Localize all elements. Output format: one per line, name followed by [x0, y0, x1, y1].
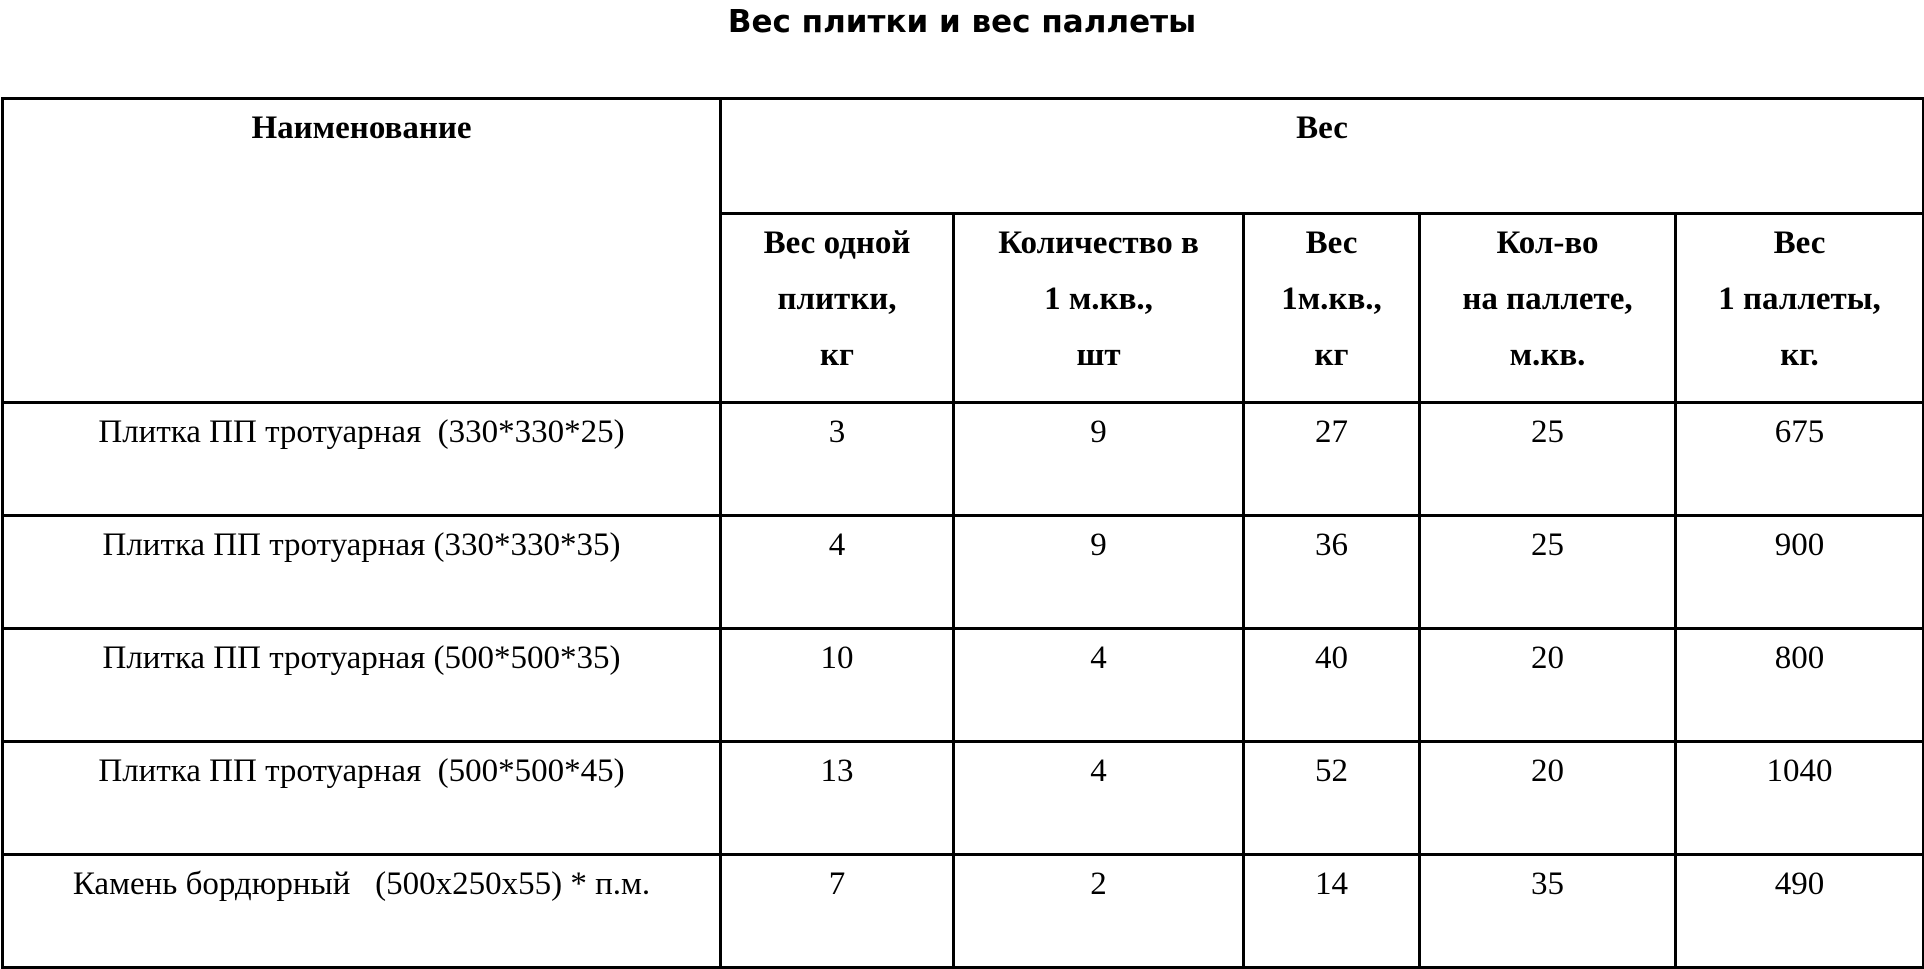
sqm-weight-cell: 14 — [1244, 855, 1420, 968]
tile-weight-header — [721, 214, 954, 403]
header-line: 1 паллеты, — [1718, 281, 1881, 317]
header-line: Вес — [1305, 225, 1358, 261]
header-line: плитки, — [777, 281, 897, 317]
sqm-weight-cell: 36 — [1244, 516, 1420, 629]
header-line: Количество в — [998, 225, 1199, 261]
sqm-weight-cell: 52 — [1244, 742, 1420, 855]
count-per-sqm-cell: 9 — [954, 516, 1244, 629]
tile-weight-cell: 13 — [721, 742, 954, 855]
sqm-weight-header — [1244, 214, 1420, 403]
tile-weight-cell: 4 — [721, 516, 954, 629]
tile-weight-cell: 10 — [721, 629, 954, 742]
header-line: 1м.кв., — [1281, 281, 1382, 317]
tile-weight-cell: 3 — [721, 403, 954, 516]
product-name-cell: Плитка ПП тротуарная (330*330*25) — [3, 403, 721, 516]
header-line: м.кв. — [1509, 337, 1586, 373]
pallet-weight-header — [1676, 214, 1924, 403]
count-per-sqm-cell: 4 — [954, 742, 1244, 855]
sqm-weight-cell: 40 — [1244, 629, 1420, 742]
tile-weight-cell: 7 — [721, 855, 954, 968]
count-per-sqm-cell: 9 — [954, 403, 1244, 516]
table-row — [3, 629, 1924, 742]
pallet-weight-cell: 675 — [1676, 403, 1924, 516]
table-row — [3, 516, 1924, 629]
count-per-sqm-cell: 2 — [954, 855, 1244, 968]
header-line: шт — [1076, 337, 1121, 373]
sqm-per-pallet-cell: 35 — [1420, 855, 1676, 968]
count-per-sqm-header — [954, 214, 1244, 403]
pallet-weight-cell: 800 — [1676, 629, 1924, 742]
header-line: кг. — [1780, 337, 1819, 373]
weight-group-header: Вес — [721, 99, 1924, 214]
sqm-per-pallet-cell: 20 — [1420, 629, 1676, 742]
table-row — [3, 403, 1924, 516]
sqm-weight-cell: 27 — [1244, 403, 1420, 516]
header-line: Вес — [1773, 225, 1826, 261]
header-line: Вес одной — [763, 225, 911, 261]
header-row-group — [3, 99, 1924, 214]
sqm-per-pallet-cell: 25 — [1420, 403, 1676, 516]
pallet-weight-cell: 900 — [1676, 516, 1924, 629]
sqm-per-pallet-cell: 25 — [1420, 516, 1676, 629]
product-name-cell: Плитка ПП тротуарная (500*500*35) — [3, 629, 721, 742]
sqm-per-pallet-header — [1420, 214, 1676, 403]
header-line: кг — [820, 337, 854, 373]
pallet-weight-cell: 490 — [1676, 855, 1924, 968]
sqm-per-pallet-cell: 20 — [1420, 742, 1676, 855]
weights-table — [1, 97, 1924, 969]
header-line: на паллете, — [1462, 281, 1633, 317]
pallet-weight-cell: 1040 — [1676, 742, 1924, 855]
name-column-header: Наименование — [3, 99, 721, 403]
table-row — [3, 855, 1924, 968]
count-per-sqm-cell: 4 — [954, 629, 1244, 742]
header-line: 1 м.кв., — [1044, 281, 1153, 317]
table-row — [3, 742, 1924, 855]
header-line: кг — [1314, 337, 1349, 373]
product-name-cell: Плитка ПП тротуарная (500*500*45) — [3, 742, 721, 855]
header-line: Кол-во — [1496, 225, 1599, 261]
page-title: Вес плитки и вес паллеты — [727, 4, 1197, 40]
product-name-cell: Камень бордюрный (500х250х55) * п.м. — [3, 855, 721, 968]
product-name-cell: Плитка ПП тротуарная (330*330*35) — [3, 516, 721, 629]
